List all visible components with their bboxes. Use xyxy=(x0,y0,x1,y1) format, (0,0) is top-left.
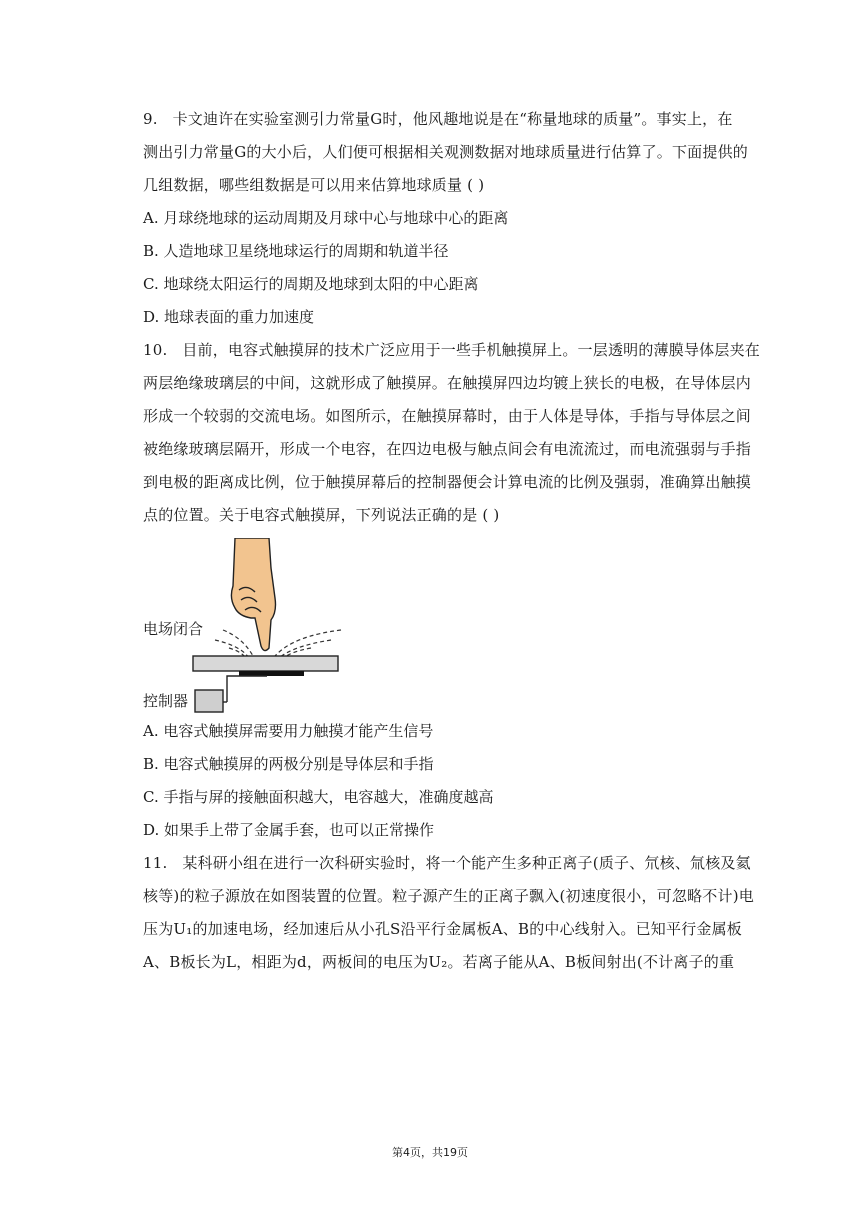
question-9-option-a: A. 月球绕地球的运动周期及月球中心与地球中心的距离 xyxy=(143,209,509,227)
touchscreen-panel xyxy=(193,656,338,671)
question-11 xyxy=(143,847,753,979)
question-9-stem-line: 测出引力常量G的大小后，人们便可根据相关观测数据对地球质量进行估算了。下面提供的 xyxy=(143,143,748,161)
figure-label-controller: 控制器 xyxy=(143,692,189,710)
question-11-stem-line: A、B板长为L，相距为d，两板间的电压为U₂。若离子能从A、B板间射出(不计离子的重 xyxy=(143,953,735,971)
question-10-stem-line: 被绝缘玻璃层隔开，形成一个电容，在四边电极与触点间会有电流流过，而电流强弱与手指 xyxy=(143,440,752,458)
question-9-option-c: C. 地球绕太阳运行的周期及地球到太阳的中心距离 xyxy=(143,275,479,293)
question-10 xyxy=(143,334,760,847)
question-10-stem-line: 形成一个较弱的交流电场。如图所示，在触摸屏幕时，由于人体是导体，手指与导体层之间 xyxy=(143,407,752,425)
touchscreen-figure xyxy=(143,538,373,713)
question-11-stem-line: 核等)的粒子源放在如图装置的位置。粒子源产生的正离子飘入(初速度很小，可忽略不计)电 xyxy=(143,887,754,905)
question-9-option-d: D. 地球表面的重力加速度 xyxy=(143,308,315,326)
question-10-option-b: B. 电容式触摸屏的两极分别是导体层和手指 xyxy=(143,755,434,773)
question-11-stem-line: 11. 某科研小组在进行一次科研实验时，将一个能产生多种正离子(质子、氘核、氚核及氦 xyxy=(143,854,751,872)
question-9-stem-line: 9. 卡文迪许在实验室测引力常量G时，他风趣地说是在“称量地球的质量”。事实上，在 xyxy=(143,110,733,128)
question-9-option-b: B. 人造地球卫星绕地球运行的周期和轨道半径 xyxy=(143,242,449,260)
question-9 xyxy=(143,103,753,334)
page-footer: 第4页，共19页 xyxy=(392,1146,468,1159)
controller-box xyxy=(195,690,223,712)
question-10-option-c: C. 手指与屏的接触面积越大，电容越大，准确度越高 xyxy=(143,788,494,806)
page-content xyxy=(143,103,760,979)
question-10-stem-line: 10. 目前，电容式触摸屏的技术广泛应用于一些手机触摸屏上。一层透明的薄膜导体层夹在 xyxy=(143,341,760,359)
controller-wire xyxy=(227,676,267,702)
question-9-stem-line: 几组数据，哪些组数据是可以用来估算地球质量 ( ) xyxy=(143,176,485,194)
question-10-stem-line: 两层绝缘玻璃层的中间，这就形成了触摸屏。在触摸屏四边均镀上狭长的电极，在导体层内 xyxy=(143,374,752,392)
question-10-option-a: A. 电容式触摸屏需要用力触摸才能产生信号 xyxy=(143,722,434,740)
question-11-stem-line: 压为U₁的加速电场，经加速后从小孔S沿平行金属板A、B的中心线射入。已知平行金属板 xyxy=(143,920,742,938)
question-10-stem-line: 到电极的距离成比例，位于触摸屏幕后的控制器便会计算电流的比例及强弱，准确算出触摸 xyxy=(143,473,752,491)
question-10-option-d: D. 如果手上带了金属手套，也可以正常操作 xyxy=(143,821,435,839)
electrode-bar xyxy=(239,671,304,676)
figure-label-field-closed: 电场闭合 xyxy=(143,620,204,638)
hand-finger-illustration xyxy=(231,538,275,651)
question-10-stem-line: 点的位置。关于电容式触摸屏，下列说法正确的是 ( ) xyxy=(143,506,500,524)
